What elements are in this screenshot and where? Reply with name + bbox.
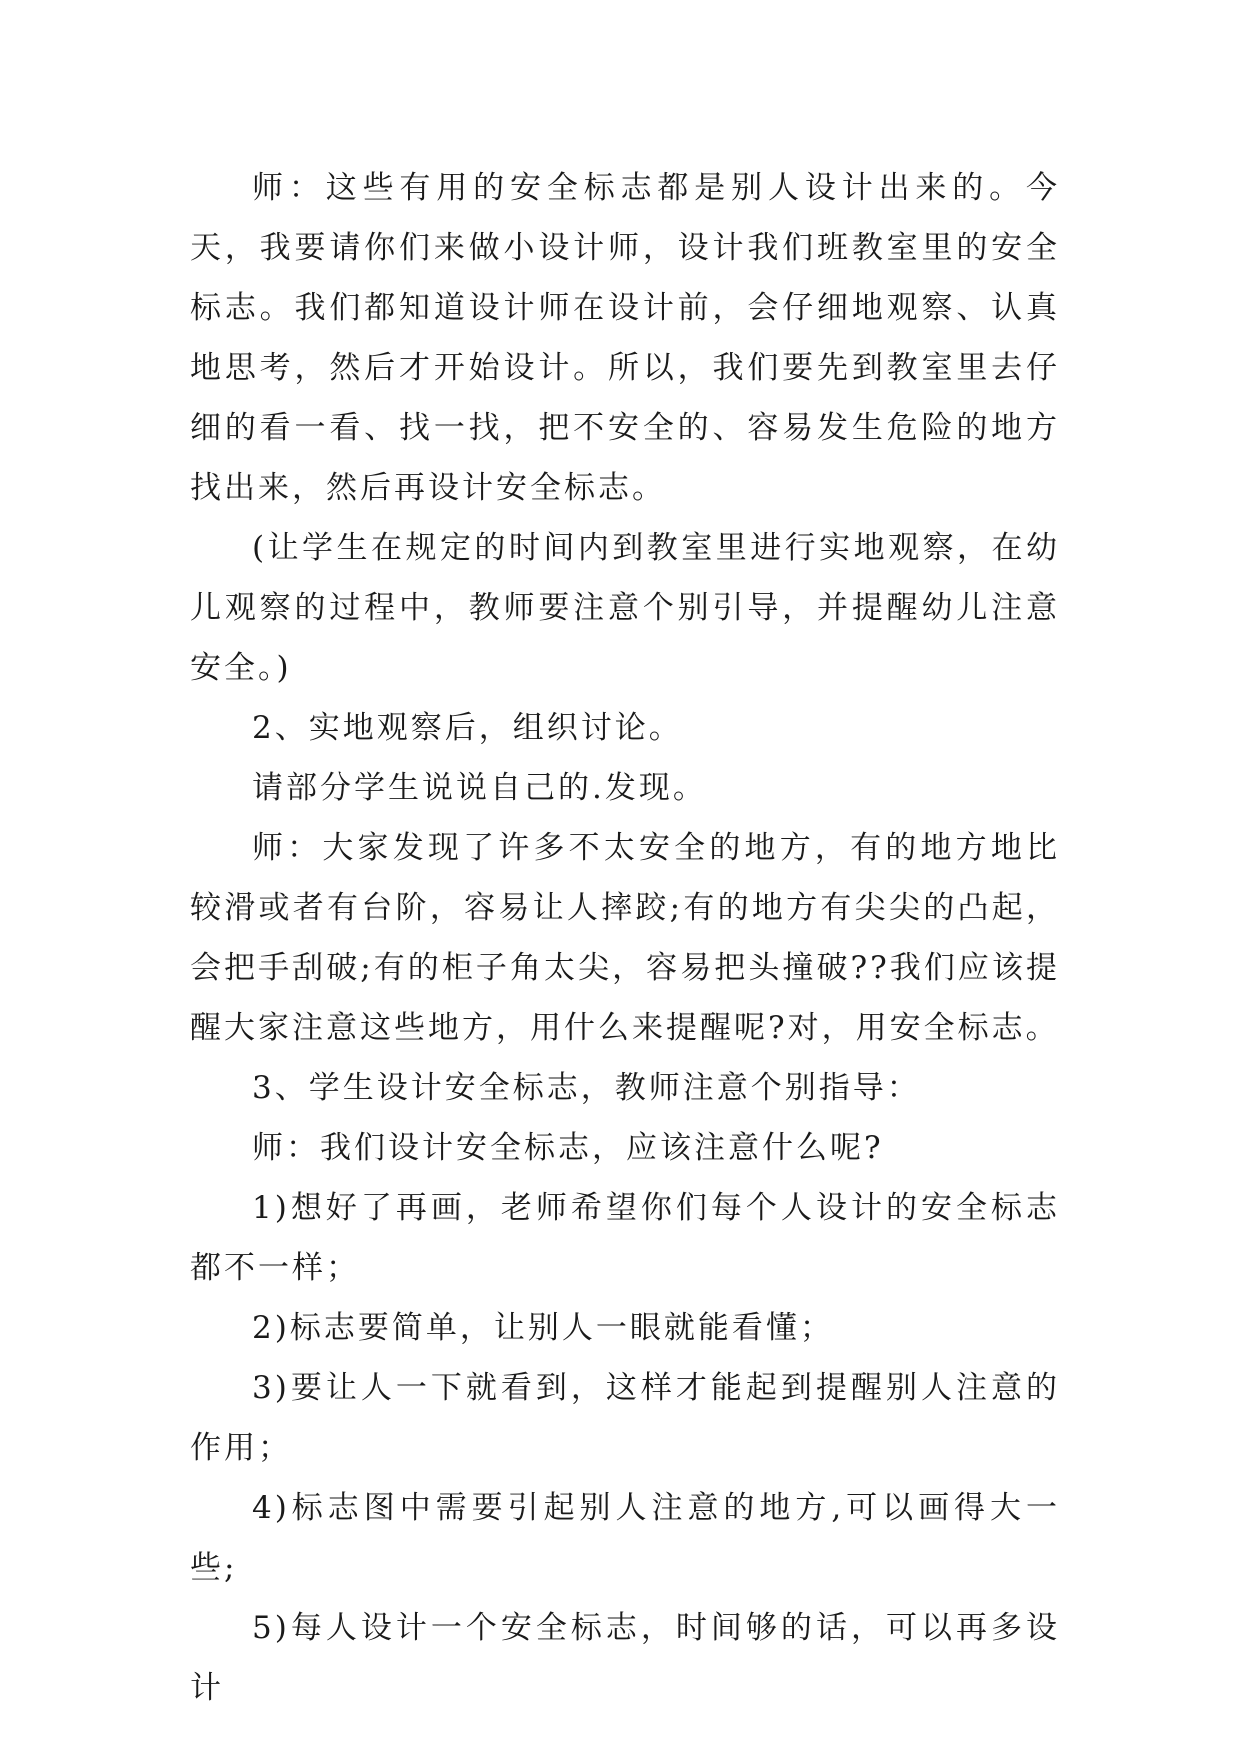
paragraph-step-3: 3、学生设计安全标志，教师注意个别指导：	[252, 1070, 921, 1106]
paragraph-teacher-question: 师：我们设计安全标志，应该注意什么呢?	[252, 1130, 884, 1166]
paragraph-step-2: 2、实地观察后，组织讨论。	[252, 710, 683, 746]
list-item-4: 4)标志图中需要引起别人注意的地方,可以画得大一些;	[190, 1490, 1060, 1586]
paragraph-observation-note: (让学生在规定的时间内到教室里进行实地观察，在幼儿观察的过程中，教师要注意个别引导，并提醒幼儿注意安全。)	[190, 530, 1060, 686]
list-item-5: 5)每人设计一个安全标志，时间够的话，可以再多设计	[190, 1610, 1060, 1706]
list-item-3: 3)要让人一下就看到，这样才能起到提醒别人注意的作用；	[190, 1370, 1060, 1466]
list-item-1: 1)想好了再画，老师希望你们每个人设计的安全标志都不一样；	[190, 1190, 1060, 1286]
list-item-2: 2)标志要简单，让别人一眼就能看懂；	[252, 1310, 834, 1346]
document-body	[190, 158, 1060, 1718]
paragraph-intro-teacher: 师：这些有用的安全标志都是别人设计出来的。今天，我要请你们来做小设计师，设计我们班教室里的安全标志。我们都知道设计师在设计前，会仔细地观察、认真地思考，然后才开始设计。所以，我们要先到教室里去仔细的看一看、找一找，把不安全的、容易发生危险的地方找出来，然后再设计安全标志。	[190, 170, 1060, 506]
paragraph-students-share: 请部分学生说说自己的.发现。	[252, 770, 707, 806]
paragraph-teacher-summary: 师：大家发现了许多不太安全的地方，有的地方地比较滑或者有台阶，容易让人摔跤;有的地方有尖尖的凸起，会把手刮破;有的柜子角太尖，容易把头撞破??我们应该提醒大家注意这些地方，用什么来提醒呢?对，用安全标志。	[190, 830, 1060, 1046]
